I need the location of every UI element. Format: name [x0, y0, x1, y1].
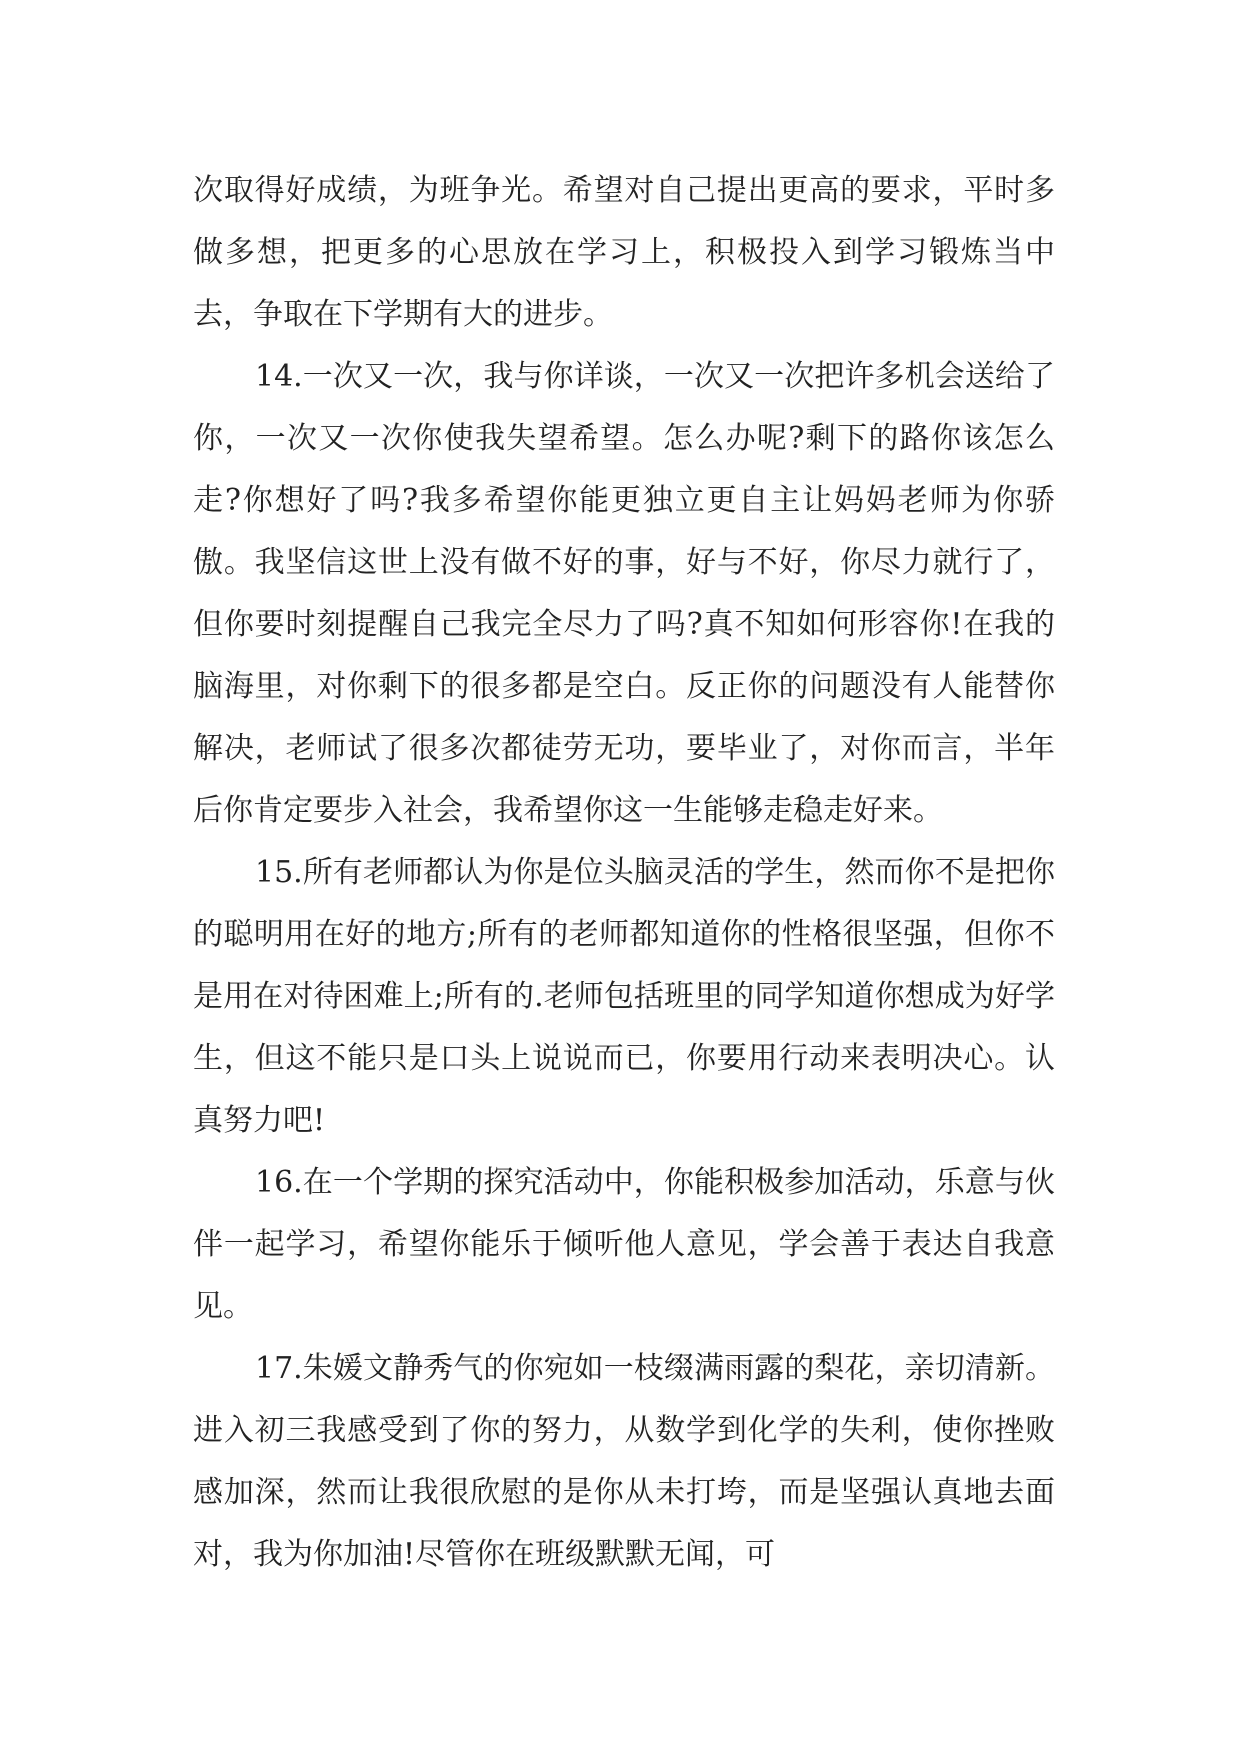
paragraph-item-14: 14.一次又一次，我与你详谈，一次又一次把许多机会送给了你，一次又一次你使我失望希望。怎么办呢?剩下的路你该怎么走?你想好了吗?我多希望你能更独立更自主让妈妈老师为你骄傲。我坚信这世上没有做不好的事，好与不好，你尽力就行了，但你要时刻提醒自己我完全尽力了吗?真不知如何形容你!在我的脑海里，对你剩下的很多都是空白。反正你的问题没有人能替你解决，老师试了很多次都徒劳无功，要毕业了，对你而言，半年后你肯定要步入社会，我希望你这一生能够走稳走好来。 [193, 359, 1055, 828]
paragraph-item-16: 16.在一个学期的探究活动中，你能积极参加活动，乐意与伙伴一起学习，希望你能乐于倾听他人意见，学会善于表达自我意见。 [193, 1165, 1055, 1324]
paragraph-item-17: 17.朱媛文静秀气的你宛如一枝缀满雨露的梨花，亲切清新。进入初三我感受到了你的努力，从数学到化学的失利，使你挫败感加深，然而让我很欣慰的是你从未打垮，而是坚强认真地去面对，我为你加油!尽管你在班级默默无闻，可 [193, 1351, 1055, 1572]
document-body [193, 160, 1055, 1586]
paragraph-continuation: 次取得好成绩，为班争光。希望对自己提出更高的要求，平时多做多想，把更多的心思放在学习上，积极投入到学习锻炼当中去，争取在下学期有大的进步。 [193, 173, 1055, 332]
paragraph-item-15: 15.所有老师都认为你是位头脑灵活的学生，然而你不是把你的聪明用在好的地方;所有的老师都知道你的性格很坚强，但你不是用在对待困难上;所有的.老师包括班里的同学知道你想成为好学生，但这不能只是口头上说说而已，你要用行动来表明决心。认真努力吧! [193, 855, 1055, 1138]
